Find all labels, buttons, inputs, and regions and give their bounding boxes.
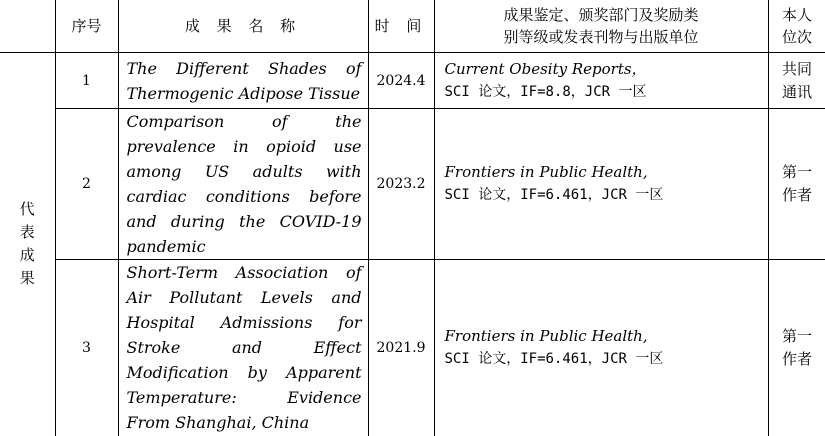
row-rank-line2: 通讯 (769, 81, 825, 104)
header-time: 时 间 (368, 0, 434, 53)
row-title: Comparison of the prevalence in opioid use among US adults with cardiac conditions before and during the COVID-19 pandemic (118, 109, 368, 260)
row-rank (768, 260, 825, 436)
header-category-cell (0, 0, 55, 53)
row-index-info: SCI 论文，IF=8.8，JCR 一区 (445, 81, 762, 104)
row-rank-line2: 作者 (769, 348, 825, 371)
header-publication-line1: 成果鉴定、颁奖部门及奖励类 (435, 4, 768, 26)
row-rank (768, 53, 825, 109)
category-char: 表 (0, 221, 55, 244)
row-publication (434, 109, 768, 260)
row-journal: Frontiers in Public Health, (445, 161, 762, 184)
row-rank-line1: 第一 (769, 325, 825, 348)
row-time: 2021.9 (368, 260, 434, 436)
row-rank-line1: 共同 (769, 58, 825, 81)
row-title: The Different Shades of Thermogenic Adipose Tissue (118, 53, 368, 109)
header-rank-line1: 本人 (769, 4, 825, 26)
row-time: 2023.2 (368, 109, 434, 260)
category-char: 代 (0, 198, 55, 221)
row-index-info: SCI 论文，IF=6.461，JCR 一区 (445, 184, 762, 207)
row-journal: Current Obesity Reports， (445, 58, 762, 81)
table-row (0, 109, 825, 260)
row-time: 2024.4 (368, 53, 434, 109)
category-char: 成 (0, 244, 55, 267)
row-rank-line1: 第一 (769, 161, 825, 184)
row-index: 2 (55, 109, 118, 260)
header-row (0, 0, 825, 53)
header-index: 序号 (55, 0, 118, 53)
category-char: 果 (0, 267, 55, 290)
header-publication (434, 0, 768, 53)
header-rank (768, 0, 825, 53)
table-row (0, 53, 825, 109)
row-rank-line2: 作者 (769, 184, 825, 207)
row-index: 1 (55, 53, 118, 109)
row-index-info: SCI 论文，IF=6.461，JCR 一区 (445, 348, 762, 371)
row-title: Short-Term Association of Air Pollutant Levels and Hospital Admissions for Stroke and Effect Modification by Apparent Temperature: Evidence From Shanghai, China (118, 260, 368, 436)
row-rank (768, 109, 825, 260)
row-journal: Frontiers in Public Health, (445, 325, 762, 348)
header-publication-line2: 别等级或发表刊物与出版单位 (435, 26, 768, 48)
header-rank-line2: 位次 (769, 26, 825, 48)
table-row (0, 260, 825, 436)
category-cell (0, 53, 55, 436)
row-publication (434, 53, 768, 109)
row-index: 3 (55, 260, 118, 436)
header-name: 成 果 名 称 (118, 0, 368, 53)
row-publication (434, 260, 768, 436)
